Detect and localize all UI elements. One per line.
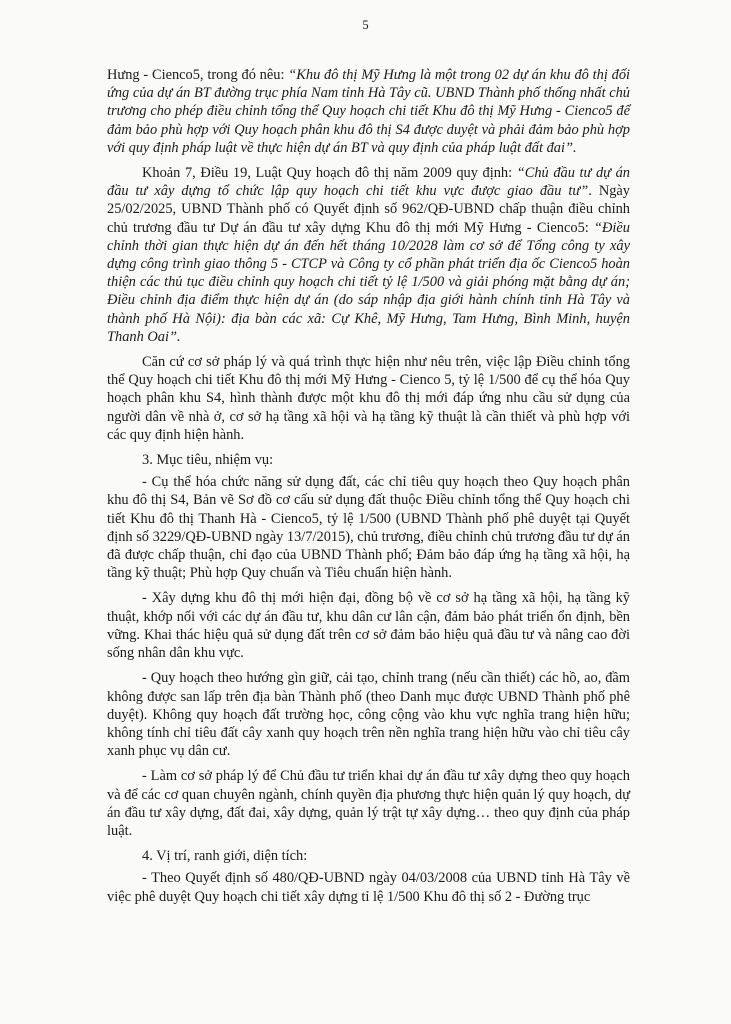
paragraph-legal-basis — [107, 164, 630, 346]
paragraph-text: Hưng - Cienco5, trong đó nêu: — [107, 67, 289, 83]
list-item-location-1: - Theo Quyết định số 480/QĐ-UBND ngày 04/03/2008 của UBND tỉnh Hà Tây về việc phê duyệt Quy hoạch chi tiết xây dựng tỉ lệ 1/500 Khu đô thị số 2 - Đường trục — [107, 870, 630, 905]
quoted-text: “Chủ đầu tư dự án đầu tư xây dựng tổ chức lập quy hoạch chi tiết khu vực được giao đầu tư” — [107, 165, 630, 200]
list-item-objective-2: - Xây dựng khu đô thị mới hiện đại, đồng bộ về cơ sở hạ tầng xã hội, hạ tầng kỹ thuật, khớp nối với các dự án đầu tư, khu dân cư lân cận, đảm bảo phát triển ổn định, bền vững. Khai thác hiệu quả sử dụng đất trên cơ sở đảm bảo hiệu quả đầu tư và nâng cao đời sống nhân dân khu vực. — [107, 590, 630, 662]
page-number: 5 — [362, 18, 369, 32]
list-item-objective-1: - Cụ thể hóa chức năng sử dụng đất, các chỉ tiêu quy hoạch theo Quy hoạch phân khu đô thị S4, Bản vẽ Sơ đồ cơ cấu sử dụng đất thuộc Điều chỉnh tổng thể Quy hoạch chi tiết Khu đô thị Thanh Hà - Cienco5, tỷ lệ 1/500 (UBND Thành phố phê duyệt tại Quyết định số 3229/QĐ-UBND ngày 13/7/2015), chủ trương, điều chỉnh chủ trương đầu tư dự án đã được chấp thuận, chỉ đạo của UBND Thành phố; Đảm bảo đáp ứng hạ tầng xã hội, hạ tầng kỹ thuật; Phù hợp Quy chuẩn và Tiêu chuẩn hiện hành. — [107, 474, 630, 582]
quoted-text: “Điều chỉnh thời gian thực hiện dự án đến hết tháng 10/2028 làm cơ sở để Tổng công ty xây dựng công trình giao thông 5 - CTCP và Công ty cổ phần phát triển địa ốc Cienco5 hoàn thiện các thủ tục điều chỉnh quy hoạch chi tiết tỷ lệ 1/500 và giải phóng mặt bằng dự án; Điều chỉnh địa điểm thực hiện dự án (do sáp nhập địa giới hành chính tỉnh Hà Tây và thành phố Hà Nội): địa bàn các xã: Cự Khê, Mỹ Hưng, Tam Hưng, Bình Minh, huyện Thanh Oai”. — [107, 219, 630, 345]
section-heading-objectives: 3. Mục tiêu, nhiệm vụ: — [142, 452, 274, 469]
quoted-text: “Khu đô thị Mỹ Hưng là một trong 02 dự án khu đô thị đối ứng của dự án BT đường trục phía Nam tỉnh Hà Tây cũ. UBND Thành phố thống nhất chủ trương cho phép điều chỉnh tổng thể Quy hoạch chi tiết Khu đô thị Mỹ Hưng - Cienco5 để đảm bảo phù hợp với Quy hoạch phân khu đô thị S4 được duyệt và phải đảm bảo phù hợp với quy định pháp luật về thực hiện dự án BT và quy định của pháp luật đất đai”. — [107, 67, 631, 156]
paragraph-text: Khoản 7, Điều 19, Luật Quy hoạch đô thị năm 2009 quy định: — [142, 165, 517, 182]
section-heading-location: 4. Vị trí, ranh giới, diện tích: — [142, 848, 308, 865]
paragraph-text: . Ngày 25/02/2025, UBND Thành phố có Quyết định số 962/QĐ-UBND chấp thuận điều chỉnh chủ trương đầu tư Dự án đầu tư xây dựng Khu đô thị mới Mỹ Hưng - Cienco5: — [107, 183, 630, 236]
list-item-objective-3: - Quy hoạch theo hướng gìn giữ, cải tạo, chỉnh trang (nếu cần thiết) các hồ, ao, đầm không được san lấp trên địa bàn Thành phố (theo Danh mục được UBND Thành phố phê duyệt). Không quy hoạch đất trường học, công cộng vào khu vực nghĩa trang hiện hữu; không tính chỉ tiêu đất cây xanh quy hoạch trên nền nghĩa trang hiện hữu vào chỉ tiêu cây xanh phục vụ dân cư. — [107, 670, 630, 760]
paragraph-conclusion: Căn cứ cơ sở pháp lý và quá trình thực hiện như nêu trên, việc lập Điều chỉnh tổng thể Quy hoạch chi tiết Khu đô thị mới Mỹ Hưng - Cienco 5, tỷ lệ 1/500 để cụ thể hóa Quy hoạch phân khu S4, hình thành được một khu đô thị mới đáp ứng nhu cầu sử dụng của người dân về nhà ở, cơ sở hạ tầng xã hội và hạ tầng kỹ thuật là cần thiết và phù hợp với các quy định hiện hành. — [107, 354, 630, 443]
paragraph-quote-context — [107, 66, 630, 157]
document-body — [107, 66, 630, 910]
list-item-objective-4: - Làm cơ sở pháp lý để Chủ đầu tư triển khai dự án đầu tư xây dựng theo quy hoạch và để các cơ quan chuyên ngành, chính quyền địa phương thực hiện quản lý quy hoạch, dự án đầu tư xây dựng, đất đai, xây dựng, quản lý trật tự xây dựng… theo quy định của pháp luật. — [107, 768, 630, 839]
